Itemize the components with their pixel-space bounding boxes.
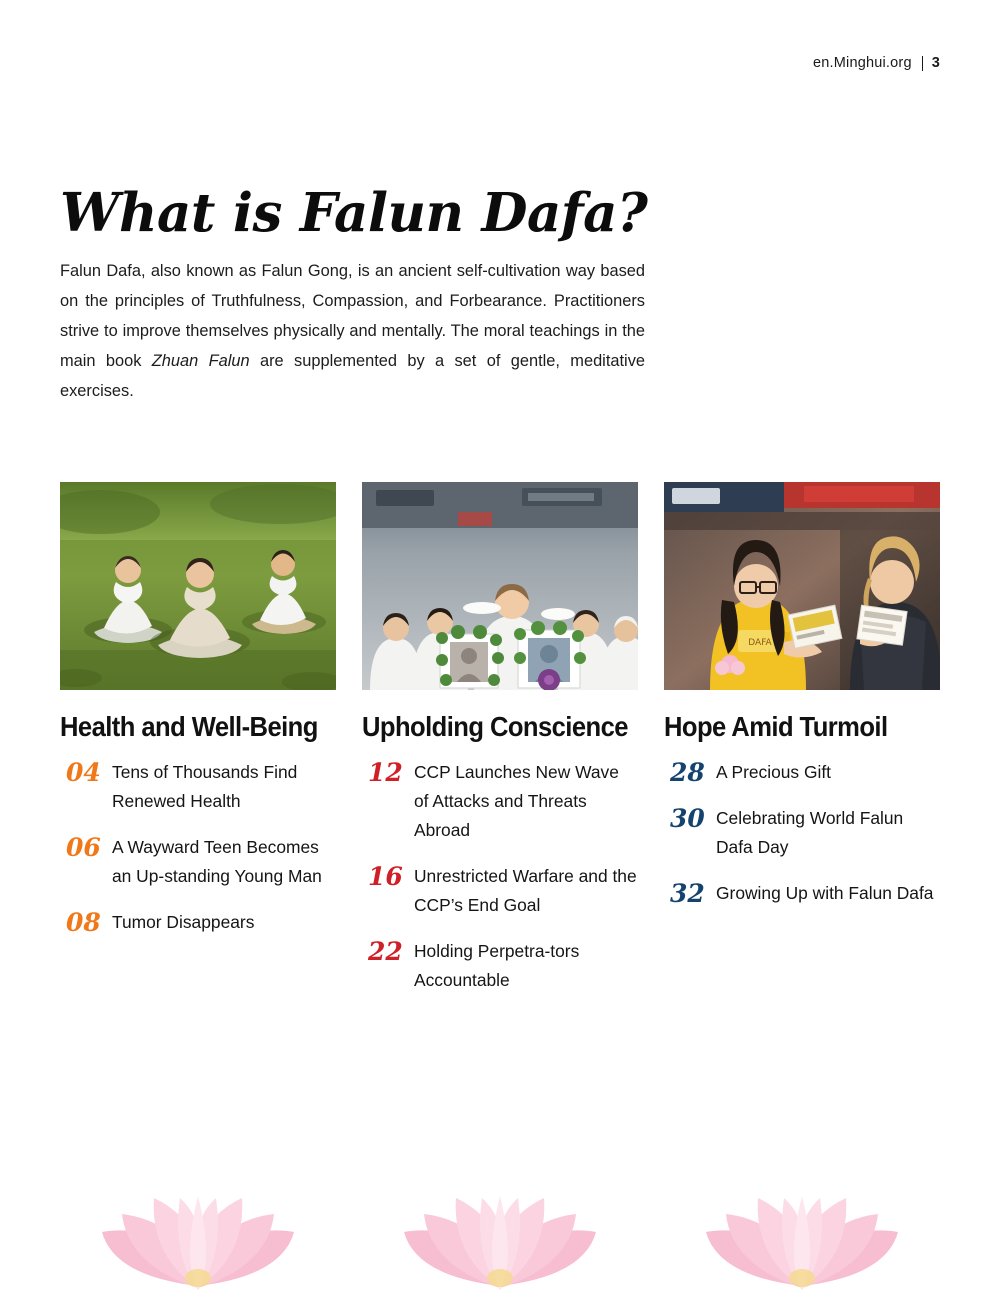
toc-entry[interactable]	[666, 879, 940, 908]
toc-entry-title: CCP Launches New Wave of Attacks and Threats Abroad	[414, 762, 619, 841]
lotus-flower-illustration	[400, 1100, 600, 1290]
toc-heading-hope: Hope Amid Turmoil	[664, 711, 888, 742]
lotus-decoration-row	[60, 1090, 940, 1290]
page-number: 3	[931, 55, 940, 71]
toc-list-hope	[664, 758, 940, 908]
toc-list-health	[60, 758, 336, 937]
toc-columns	[60, 482, 940, 1012]
toc-entry-title: Unrestricted Warfare and the CCP’s End Goal	[414, 866, 637, 916]
svg-text:DAFA: DAFA	[748, 638, 772, 648]
toc-page-number: 22	[368, 937, 403, 967]
intro-paragraph	[60, 256, 645, 406]
lotus-cell	[362, 1090, 638, 1290]
toc-page-number: 12	[368, 758, 403, 788]
site-url: en.Minghui.org	[813, 55, 912, 71]
lotus-flower-illustration	[98, 1100, 298, 1290]
header-divider	[922, 56, 923, 71]
intro-text-part1: Falun Dafa, also known as Falun Gong, is an ancient self-cultivation way based on the principles of Truthfulness, Compassion, and Forbearance. Practitioners strive to improve themselves physically and mentally. The moral teachings in the main book	[60, 261, 645, 370]
toc-entry-title: Tumor Disappears	[112, 912, 255, 933]
toc-entry[interactable]	[62, 758, 336, 816]
toc-entry-title: A Precious Gift	[716, 762, 832, 783]
title-block	[60, 182, 700, 406]
outdoor-group-meditation-photo	[60, 482, 336, 690]
toc-heading-health: Health and Well-Being	[60, 711, 318, 742]
lotus-cell	[664, 1090, 940, 1290]
toc-list-conscience	[362, 758, 638, 995]
toc-entry[interactable]	[666, 758, 940, 787]
memorial-portrait-parade-photo	[362, 482, 638, 690]
toc-page-number: 06	[66, 833, 101, 863]
intro-text-part2: are supplemented by a set of gentle, meditative exercises.	[60, 351, 645, 400]
toc-entry-title: Tens of Thousands Find Renewed Health	[112, 762, 298, 812]
toc-entry-title: Holding Perpetra-tors Accountable	[414, 941, 580, 991]
toc-entry[interactable]	[364, 758, 638, 845]
lotus-flower-illustration	[702, 1100, 902, 1290]
toc-page-number: 30	[670, 804, 705, 834]
toc-page-number: 16	[368, 862, 403, 892]
toc-heading-conscience: Upholding Conscience	[362, 711, 628, 742]
toc-column-hope	[664, 482, 940, 1012]
toc-entry-title: Growing Up with Falun Dafa	[716, 883, 934, 904]
toc-entry[interactable]	[364, 862, 638, 920]
toc-entry[interactable]	[62, 908, 336, 937]
page-header	[813, 55, 940, 71]
toc-column-conscience	[362, 482, 638, 1012]
book-title-italic: Zhuan Falun	[151, 351, 250, 370]
toc-entry[interactable]	[364, 937, 638, 995]
toc-page-number: 08	[66, 908, 101, 938]
toc-column-health	[60, 482, 336, 1012]
toc-entry-title: A Wayward Teen Becomes an Up-standing Young Man	[112, 837, 322, 887]
lotus-cell	[60, 1090, 336, 1290]
toc-page-number: 28	[670, 758, 705, 788]
page-title: What is Falun Dafa?	[60, 182, 648, 244]
toc-entry[interactable]	[666, 804, 940, 862]
street-outreach-leaflet-photo	[664, 482, 940, 690]
toc-entry-title: Celebrating World Falun Dafa Day	[716, 808, 904, 858]
toc-entry[interactable]	[62, 833, 336, 891]
toc-page-number: 32	[670, 879, 705, 909]
toc-page-number: 04	[66, 758, 101, 788]
